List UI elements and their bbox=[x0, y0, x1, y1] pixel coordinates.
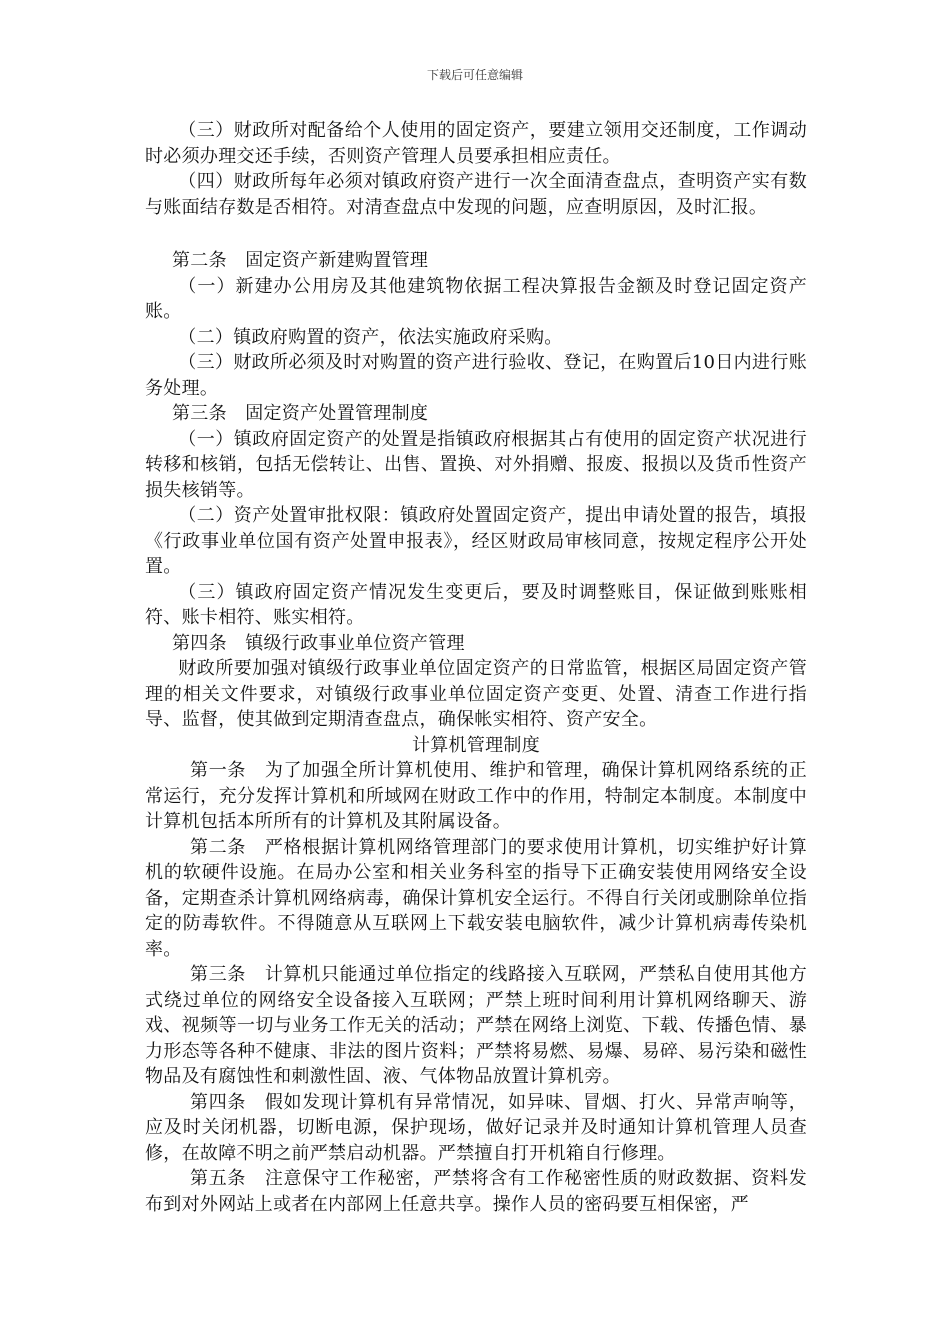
page-header: 下载后可任意编辑 bbox=[426, 68, 523, 82]
paragraph: 第五条 注意保守工作秘密，严禁将含有工作秘密性质的财政数据、资料发布到对外网站上或者在内部网上任意共享。操作人员的密码要互相保密，严 bbox=[145, 1168, 807, 1215]
document-body bbox=[145, 118, 807, 1217]
article-heading: 第四条 镇级行政事业单位资产管理 bbox=[172, 632, 465, 654]
paragraph: 财政所要加强对镇级行政事业单位固定资产的日常监管，根据区局固定资产管理的相关文件要求，对镇级行政事业单位固定资产变更、处置、清查工作进行指导、监督，使其做到定期清查盘点，确保帐实相符、资产安全。 bbox=[145, 658, 807, 730]
article-heading: 第三条 固定资产处置管理制度 bbox=[172, 403, 429, 424]
paragraph: （一）镇政府固定资产的处置是指镇政府根据其占有使用的固定资产状况进行转移和核销，包括无偿转让、出售、置换、对外捐赠、报废、报损以及货币性资产损失核销等。 bbox=[145, 428, 807, 501]
section-title: 计算机管理制度 bbox=[411, 734, 541, 756]
paragraph: （三）财政所对配备给个人使用的固定资产，要建立领用交还制度，工作调动时必须办理交还手续，否则资产管理人员要承担相应责任。 bbox=[145, 120, 807, 167]
article-heading: 第二条 固定资产新建购置管理 bbox=[172, 250, 429, 271]
paragraph: 第四条 假如发现计算机有异常情况，如异味、冒烟、打火、异常声响等，应及时关闭机器，切断电源，保护现场，做好记录并及时通知计算机管理人员查修，在故障不明之前严禁启动机器。严禁擅自打开机箱自行修理。 bbox=[145, 1091, 807, 1164]
paragraph: 第一条 为了加强全所计算机使用、维护和管理，确保计算机网络系统的正常运行，充分发挥计算机和所域网在财政工作中的作用，特制定本制度。本制度中计算机包括本所所有的计算机及其附属设备。 bbox=[145, 760, 807, 832]
paragraph: 第三条 计算机只能通过单位指定的线路接入互联网，严禁私自使用其他方式绕过单位的网络安全设备接入互联网；严禁上班时间利用计算机网络聊天、游戏、视频等一切与业务工作无关的活动；严禁在网络上浏览、下载、传播色情、暴力形态等各种不健康、非法的图片资料；严禁将易燃、易爆、易碎、易污染和磁性物品及有腐蚀性和刺激性固、液、气体物品放置计算机旁。 bbox=[145, 964, 807, 1087]
paragraph: （三）财政所必须及时对购置的资产进行验收、登记，在购置后10日内进行账务处理。 bbox=[145, 352, 807, 399]
paragraph: 第二条 严格根据计算机网络管理部门的要求使用计算机，切实维护好计算机的软硬件设施。在局办公室和相关业务科室的指导下正确安装使用网络安全设备，定期查杀计算机网络病毒，确保计算机安全运行。不得自行关闭或删除单位指定的防毒软件。不得随意从互联网上下载安装电脑软件，减少计算机病毒传染机率。 bbox=[145, 836, 807, 960]
paragraph: （四）财政所每年必须对镇政府资产进行一次全面清查盘点，查明资产实有数与账面结存数是否相符。对清查盘点中发现的问题，应查明原因，及时汇报。 bbox=[145, 171, 807, 218]
paragraph: （三）镇政府固定资产情况发生变更后，要及时调整账目，保证做到账账相符、账卡相符、账实相符。 bbox=[145, 581, 807, 628]
paragraph: （一）新建办公用房及其他建筑物依据工程决算报告金额及时登记固定资产账。 bbox=[145, 275, 807, 322]
paragraph-gap bbox=[145, 220, 807, 248]
paragraph: （二）资产处置审批权限：镇政府处置固定资产，提出申请处置的报告，填报《行政事业单位国有资产处置申报表》，经区财政局审核同意，按规定程序公开处置。 bbox=[145, 505, 807, 577]
paragraph: （二）镇政府购置的资产，依法实施政府采购。 bbox=[178, 326, 563, 348]
